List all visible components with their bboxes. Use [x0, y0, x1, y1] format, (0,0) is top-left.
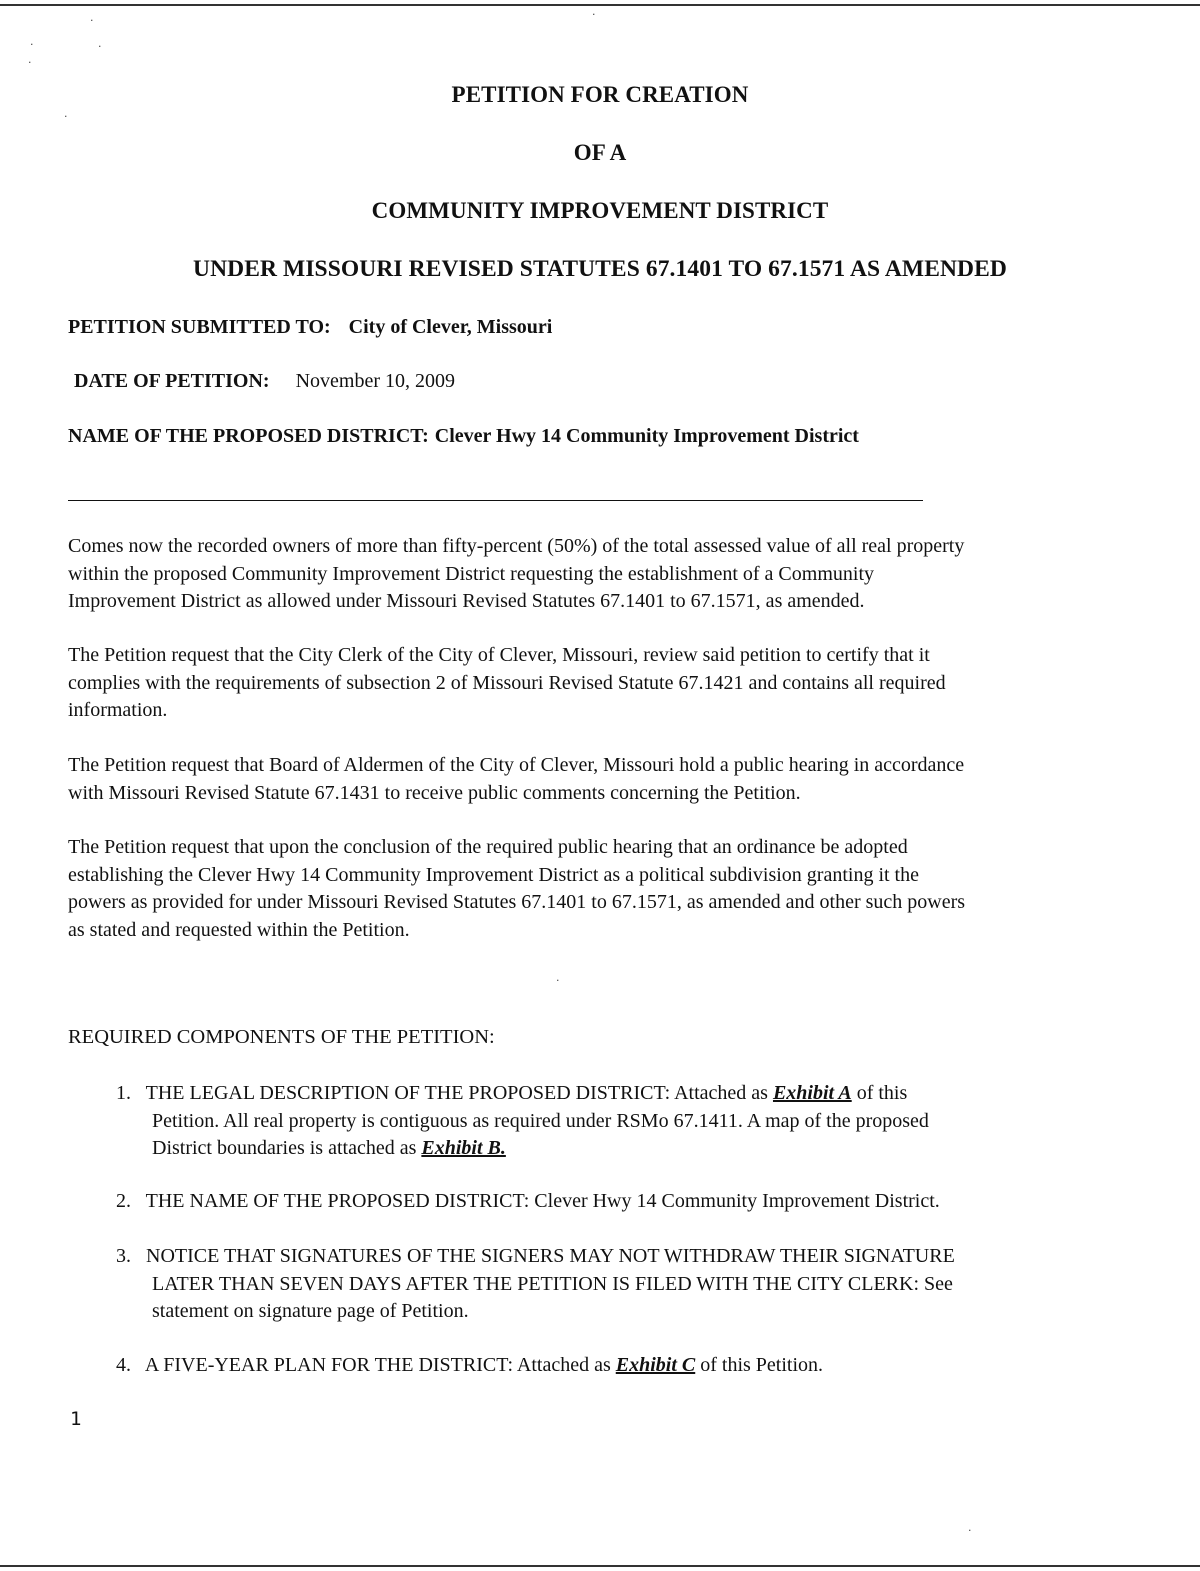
list-item-number: 1. — [116, 1082, 131, 1104]
field-label: NAME OF THE PROPOSED DISTRICT: — [68, 425, 429, 447]
paragraph-line: complies with the requirements of subsection 2 of Missouri Revised Statute 67.1421 and contains all required — [68, 671, 946, 694]
paragraph-line: with Missouri Revised Statute 67.1431 to receive public comments concerning the Petition. — [68, 781, 801, 804]
field-label: DATE OF PETITION: — [74, 370, 270, 392]
paragraph-line: Improvement District as allowed under Missouri Revised Statutes 67.1401 to 67.1571, as amended. — [68, 590, 865, 612]
scan-edge-bottom — [0, 1565, 1200, 1567]
list-item — [116, 1080, 1146, 1163]
paragraph-2 — [68, 642, 1138, 725]
exhibit-b-link: Exhibit B. — [421, 1137, 506, 1159]
list-item-text: THE LEGAL DESCRIPTION OF THE PROPOSED DISTRICT: Attached as — [145, 1082, 773, 1104]
list-item-text: THE NAME OF THE PROPOSED DISTRICT: Clever Hwy 14 Community Improvement District. — [145, 1190, 940, 1212]
list-item-number: 4. — [116, 1354, 131, 1376]
paragraph-line: information. — [68, 699, 168, 721]
title-line-2: OF A — [573, 140, 627, 165]
field-value: Clever Hwy 14 Community Improvement District — [434, 425, 859, 447]
list-item-text: of this Petition. — [695, 1354, 824, 1376]
paragraph-line: The Petition request that Board of Aldermen of the City of Clever, Missouri hold a public hearing in accordance — [68, 754, 965, 776]
scan-speck: · — [968, 1524, 972, 1537]
paragraph-line: within the proposed Community Improvement District requesting the establishment of a Community — [68, 562, 874, 585]
title-line-3: COMMUNITY IMPROVEMENT DISTRICT — [371, 198, 829, 223]
divider-rule — [68, 500, 923, 501]
paragraph-line: The Petition request that the City Clerk of the City of Clever, Missouri, review said petition to certify that it — [68, 644, 930, 666]
list-item-number: 3. — [116, 1245, 131, 1267]
scan-speck: · — [556, 974, 560, 987]
list-item-text: statement on signature page of Petition. — [152, 1300, 469, 1322]
list-item-line — [116, 1135, 1146, 1163]
scan-speck: · — [592, 8, 596, 21]
exhibit-c-link: Exhibit C — [615, 1354, 696, 1376]
list-item — [116, 1188, 1146, 1216]
required-components-heading: REQUIRED COMPONENTS OF THE PETITION: — [68, 1026, 495, 1048]
field-value: City of Clever, Missouri — [348, 316, 553, 338]
paragraph-line: Comes now the recorded owners of more than fifty-percent (50%) of the total assessed value of all real property — [68, 535, 965, 557]
scan-speck: · — [98, 40, 102, 53]
scan-speck: · — [90, 14, 94, 27]
scan-edge-top — [0, 4, 1200, 6]
paragraph-line: The Petition request that upon the conclusion of the required public hearing that an ordinance be adopted — [68, 836, 908, 858]
page-number: 1 — [70, 1408, 82, 1430]
title-line-4: UNDER MISSOURI REVISED STATUTES 67.1401 TO 67.1571 AS AMENDED — [193, 256, 1007, 282]
list-item-text: A FIVE-YEAR PLAN FOR THE DISTRICT: Attached as — [144, 1354, 616, 1376]
paragraph-1 — [68, 533, 1138, 616]
scan-speck: · — [64, 110, 68, 123]
list-item — [116, 1352, 1146, 1380]
exhibit-a-link: Exhibit A — [772, 1082, 852, 1104]
field-submitted-to — [68, 316, 552, 339]
paragraph-4 — [68, 834, 1138, 944]
field-value: November 10, 2009 — [295, 370, 455, 392]
list-item-text: Petition. All real property is contiguous as required under RSMo 67.1411. A map of the proposed — [152, 1109, 929, 1132]
list-item-text: LATER THAN SEVEN DAYS AFTER THE PETITION IS FILED WITH THE CITY CLERK: See — [152, 1272, 953, 1295]
list-item-text: of this — [851, 1082, 908, 1104]
field-district-name — [68, 425, 859, 448]
paragraph-line: establishing the Clever Hwy 14 Community Improvement District as a political subdivision granting it the — [68, 863, 919, 886]
list-item-text: District boundaries is attached as — [152, 1137, 422, 1159]
field-date — [74, 370, 455, 393]
paragraph-line: powers as provided for under Missouri Revised Statutes 67.1401 to 67.1571, as amended and other such powers — [68, 891, 966, 913]
title-line-1: PETITION FOR CREATION — [451, 82, 749, 107]
paragraph-3 — [68, 752, 1138, 807]
field-label: PETITION SUBMITTED TO: — [68, 316, 331, 338]
scan-speck: · — [30, 38, 34, 51]
list-item-number: 2. — [116, 1190, 131, 1212]
list-item-text: NOTICE THAT SIGNATURES OF THE SIGNERS MAY NOT WITHDRAW THEIR SIGNATURE — [146, 1245, 955, 1267]
scan-speck: · — [28, 56, 32, 69]
paragraph-line: as stated and requested within the Petition. — [68, 918, 410, 941]
list-item — [116, 1243, 1146, 1326]
